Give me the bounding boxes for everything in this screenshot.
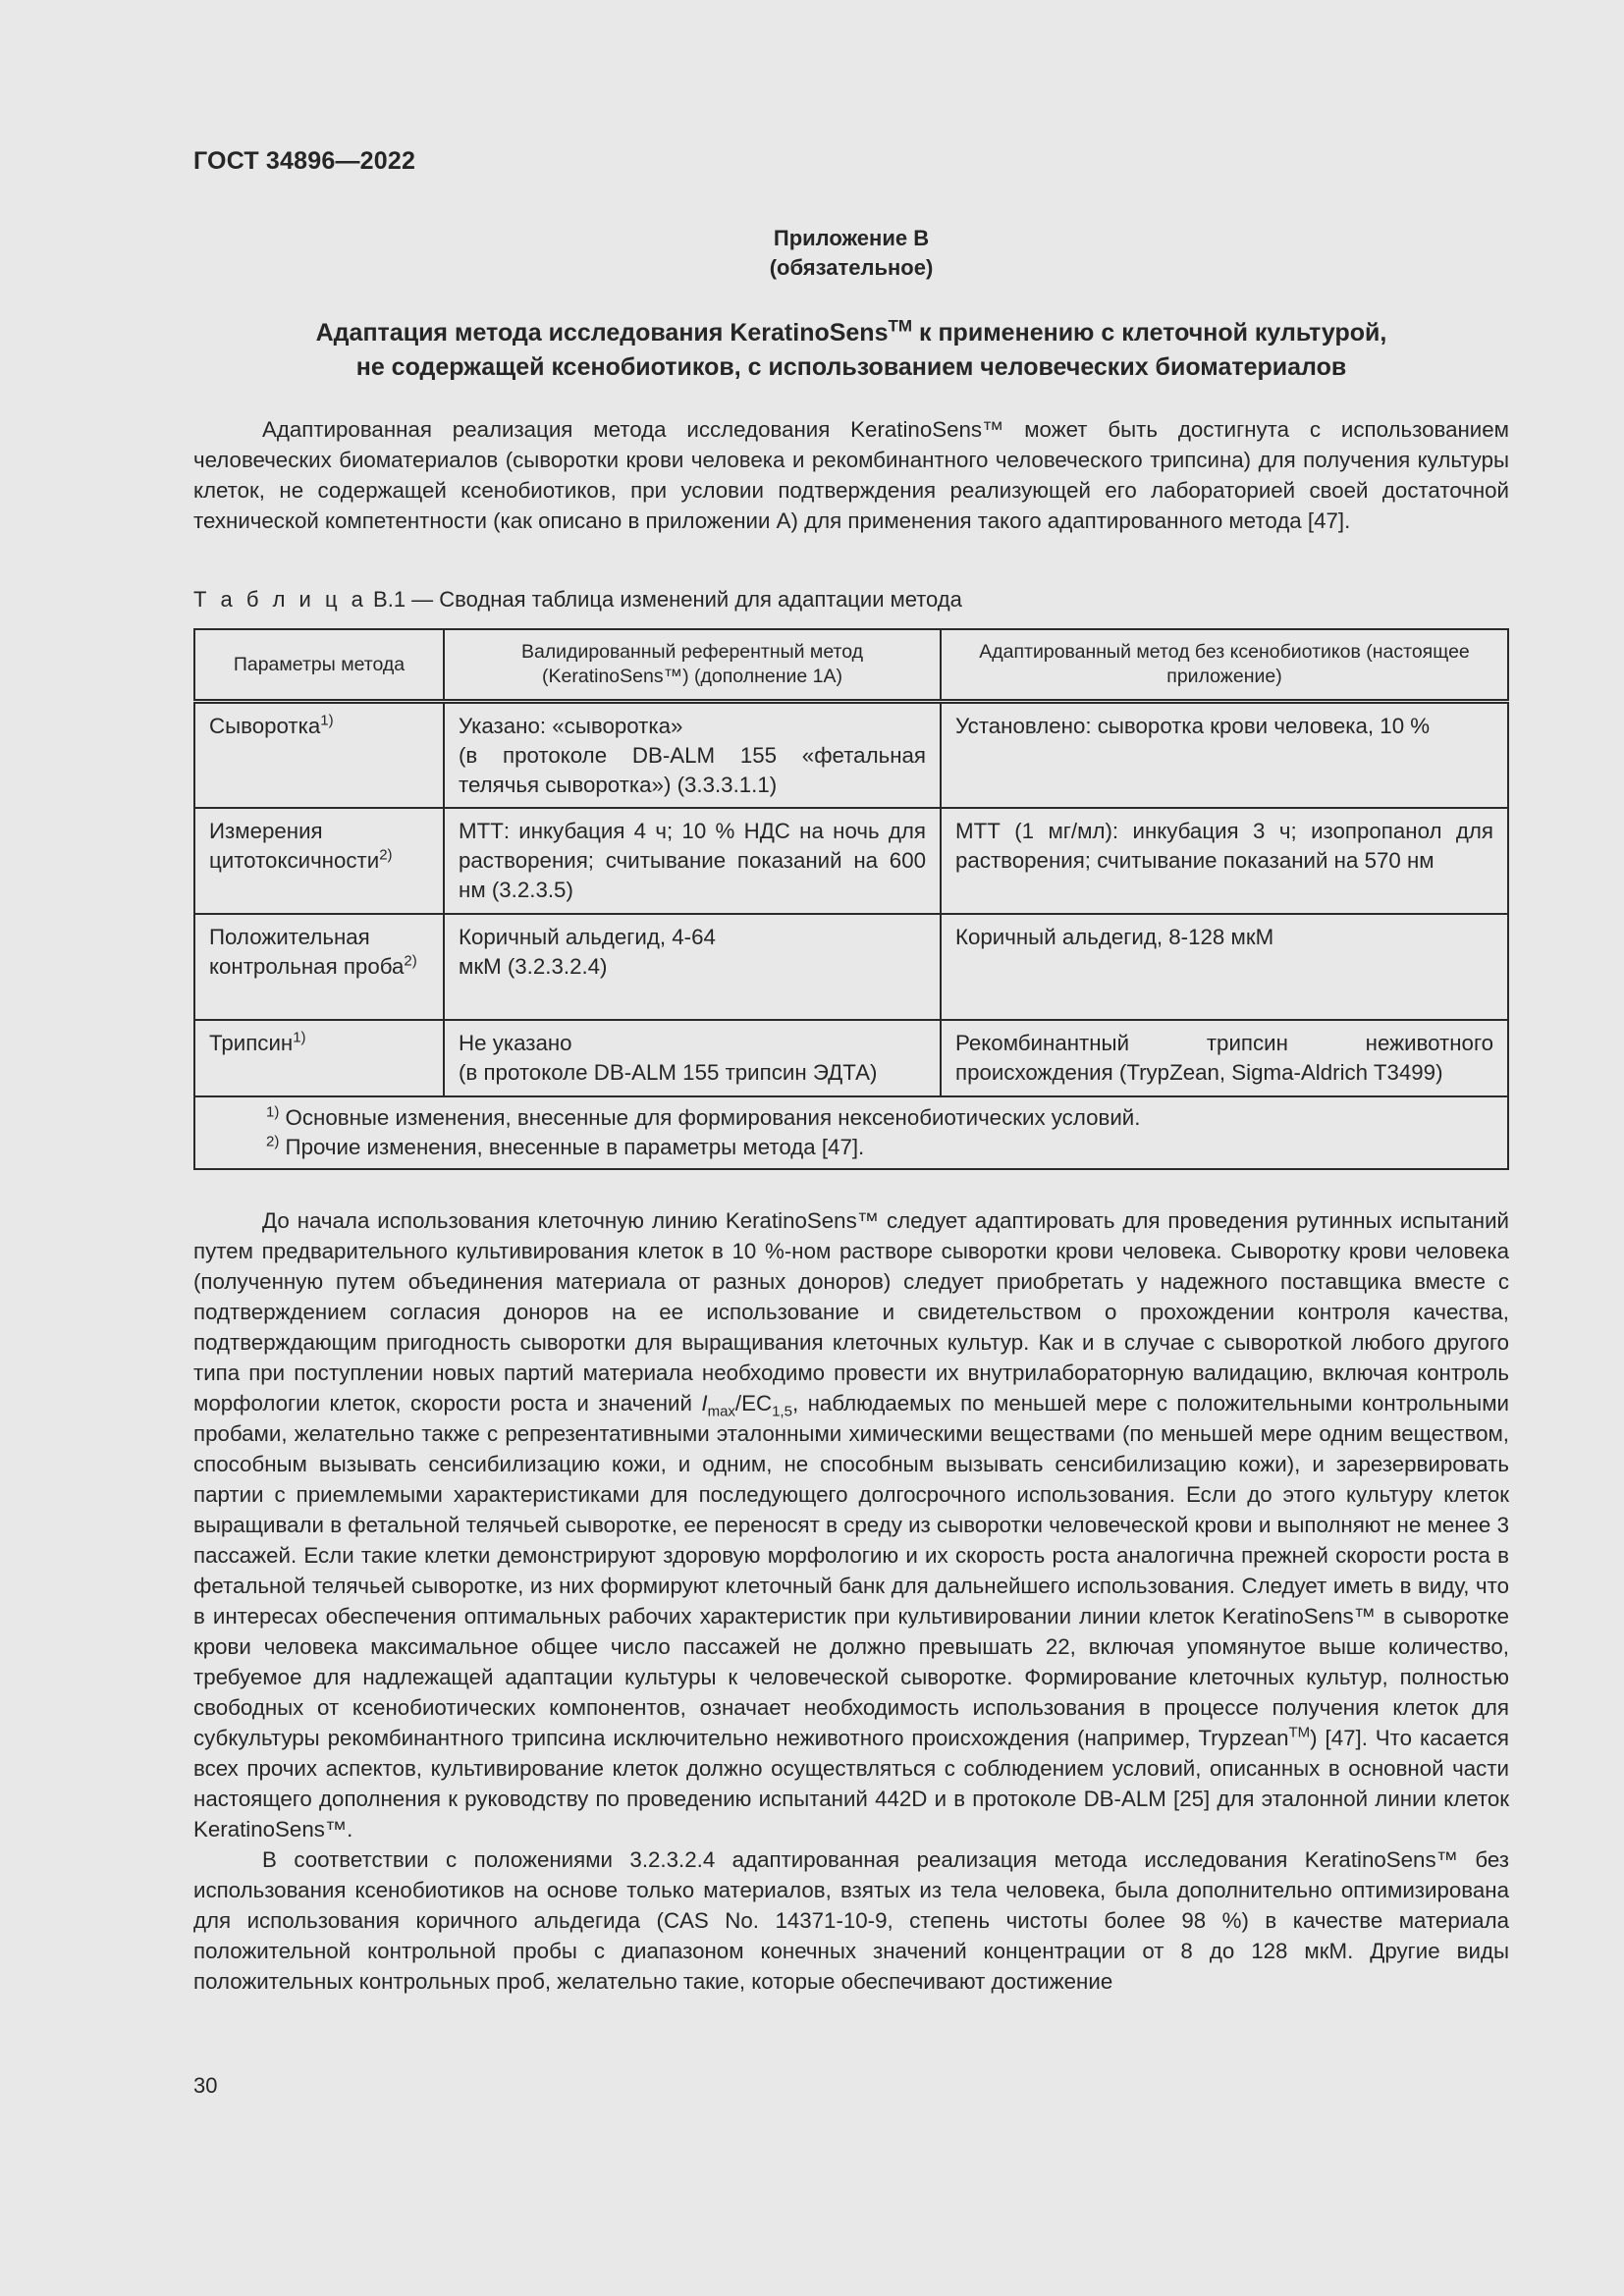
reference-text: (в протоколе DB-ALM 155 «фетальная телячья сыворотка») (3.3.3.1.1)	[459, 743, 926, 797]
footnote-mark: 2)	[266, 1133, 280, 1150]
reference-text: (в протоколе DB-ALM 155 трипсин ЭДТА)	[459, 1059, 878, 1085]
paragraph-text: , наблюдаемых по меньшей мере с положительными контрольными пробами, желательно также с репрезентативными эталонными химическими веществами (по меньшей мере одним веществом, способным вызывать сенсибилизацию кожи, и одним, не способным вызывать сенсибилизацию кожи), и зарезервировать партии с приемлемыми характеристиками для последующего долгосрочного использования. Если до этого культуру клеток выращивали в фетальной телячьей сыворотке, ее переносят в среду из сыворотки человеческой крови и выполняют не менее 3 пассажей. Если такие клетки демонстрируют здоровую морфологию и их скорость роста аналогична прежней скорости роста в фетальной телячьей сыворотке, из них формируют клеточный банк для дальнейшего использования. Следует иметь в виду, что в интересах обеспечения оптимальных рабочих характеристик при культивировании линии клеток KeratinoSens™ в сыворотке крови человека максимальное общее число пассажей не должно превышать 22, включая упомянутое выше количество, требуемое для надлежащей адаптации культуры к человеческой сыворотке. Формирование клеточных культур, полностью свободных от ксенобиотических компонентов, означает необходимость использования в процессе получения клеток для субкультуры рекомбинантного трипсина исключительно неживотного происхождения (например, Trypzean	[193, 1391, 1509, 1750]
param-cell	[194, 914, 444, 1020]
page-number: 30	[193, 2073, 218, 2098]
summary-table	[193, 628, 1509, 1170]
param-text: Сыворотка	[209, 714, 321, 738]
param-text: Трипсин	[209, 1030, 294, 1055]
annex-heading	[193, 224, 1509, 283]
reference-cell	[444, 808, 941, 914]
adapted-cell: Установлено: сыворотка крови человека, 10 %	[941, 702, 1508, 808]
reference-text: Коричный альдегид, 4-64 мкМ (3.2.3.2.4)	[459, 924, 716, 979]
annex-title-line2: не содержащей ксенобиотиков, с использованием человеческих биоматериалов	[355, 353, 1347, 381]
ec-subscript: 1,5	[772, 1403, 792, 1420]
footnote-mark: 1)	[293, 1029, 306, 1046]
reference-cell	[444, 914, 941, 1020]
table-row	[194, 1020, 1508, 1096]
footnote-mark: 2)	[404, 952, 417, 970]
reference-text: Указано: «сыворотка»	[459, 714, 683, 738]
document-code: ГОСТ 34896—2022	[193, 147, 416, 175]
adapted-cell: МТТ (1 мг/мл): инкубация 3 ч; изопропанол для растворения; считывание показаний на 570 нм	[941, 808, 1508, 914]
param-cell	[194, 808, 444, 914]
table-row	[194, 702, 1508, 808]
adapted-cell: Коричный альдегид, 8-128 мкМ	[941, 914, 1508, 1020]
adapted-cell: Рекомбинантный трипсин неживотного происхождения (TrypZean, Sigma-Aldrich T3499)	[941, 1020, 1508, 1096]
annex-title	[193, 316, 1509, 385]
annex-title-text: Адаптация метода исследования KeratinoSens	[315, 319, 889, 347]
header-cell: Параметры метода	[194, 629, 444, 702]
annex-title-line1	[193, 316, 1509, 350]
trademark-mark: TM	[888, 316, 913, 336]
table-notes	[194, 1096, 1508, 1169]
ec-symbol: /EC	[734, 1391, 773, 1415]
reference-text: Не указано	[459, 1030, 572, 1055]
reference-text: МТТ: инкубация 4 ч; 10 % НДС на ночь для растворения; считывание показаний на 600 нм (3.2.3.5)	[459, 818, 926, 902]
paragraph-text: До начала использования клеточную линию KeratinoSens™ следует адаптировать для проведения рутинных испытаний путем предварительного культивирования клеток в 10 %-ном растворе сыворотки крови человека. Сыворотку крови человека (полученную путем объединения материала от разных доноров) следует приобретать у надежного поставщика вместе с подтверждением согласия доноров на ее использование и свидетельством о прохождении контроля качества, подтверждающим пригодность сыворотки для выращивания клеточных культур. Как и в случае с сывороткой любого другого типа при поступлении новых партий материала необходимо провести их внутрилабораторную валидацию, включая контроль морфологии клеток, скорости роста и значений	[193, 1208, 1509, 1415]
table-header-row	[194, 629, 1508, 702]
table-caption-label: Т а б л и ц а	[193, 587, 367, 612]
footnote-mark: 1)	[320, 712, 334, 729]
param-text: Положительная контрольная проба	[209, 924, 405, 979]
table-note	[266, 1133, 1493, 1162]
note-text: Прочие изменения, внесенные в параметры метода [47].	[279, 1134, 865, 1159]
note-text: Основные изменения, внесенные для формирования нексенобиотических условий.	[279, 1104, 1141, 1130]
footnote-mark: 1)	[266, 1103, 280, 1121]
table-notes-row	[194, 1096, 1508, 1169]
header-cell: Валидированный референтный метод (KeratinoSens™) (дополнение 1А)	[444, 629, 941, 702]
annex-label: Приложение В	[773, 226, 930, 250]
table-caption	[193, 587, 962, 613]
table-note	[266, 1103, 1493, 1133]
reference-cell	[444, 702, 941, 808]
annex-title-text: к применению с клеточной культурой,	[912, 319, 1387, 347]
trademark-mark: TM	[1288, 1724, 1311, 1741]
reference-cell	[444, 1020, 941, 1096]
intro-paragraph: Адаптированная реализация метода исследования KeratinoSens™ может быть достигнута с использованием человеческих биоматериалов (сыворотки крови человека и рекомбинантного человеческого трипсина) для получения культуры клеток, не содержащей ксенобиотиков, при условии подтверждения реализующей его лабораторией своей достаточной технической компетентности (как описано в приложении А) для применения такого адаптированного метода [47].	[193, 417, 1509, 533]
paragraph-text: ) [47]. Что касается всех прочих аспектов, культивирование клеток должно осуществляться с соблюдением условий, описанных в основной части настоящего дополнения к руководству по проведению испытаний 442D и в протоколе DB-ALM [25] для эталонной линии клеток KeratinoSens™.	[193, 1726, 1509, 1842]
imax-symbol: I	[701, 1391, 708, 1415]
annex-status: (обязательное)	[769, 255, 934, 280]
param-cell	[194, 1020, 444, 1096]
body-text	[193, 1205, 1509, 1997]
header-cell: Адаптированный метод без ксенобиотиков (настоящее приложение)	[941, 629, 1508, 702]
body-paragraph-positive-control: В соответствии с положениями 3.2.3.2.4 адаптированная реализация метода исследования KeratinoSens™ без использования ксенобиотиков на основе только материалов, взятых из тела человека, была дополнительно оптимизирована для использования коричного альдегида (CAS No. 14371-10-9, степень чистоты более 98 %) в качестве материала положительной контрольной пробы с диапазоном конечных значений концентрации от 8 до 128 мкМ. Другие виды положительных контрольных проб, желательно такие, которые обеспечивают достижение	[193, 1847, 1509, 1994]
param-cell	[194, 702, 444, 808]
table-row	[194, 914, 1508, 1020]
imax-subscript: max	[707, 1403, 735, 1420]
table-row	[194, 808, 1508, 914]
table-caption-text: В.1 — Сводная таблица изменений для адаптации метода	[366, 587, 962, 612]
param-text: Измерения цитотоксичности	[209, 818, 380, 873]
body-paragraph-adaptation	[193, 1205, 1509, 1844]
footnote-mark: 2)	[379, 846, 393, 864]
